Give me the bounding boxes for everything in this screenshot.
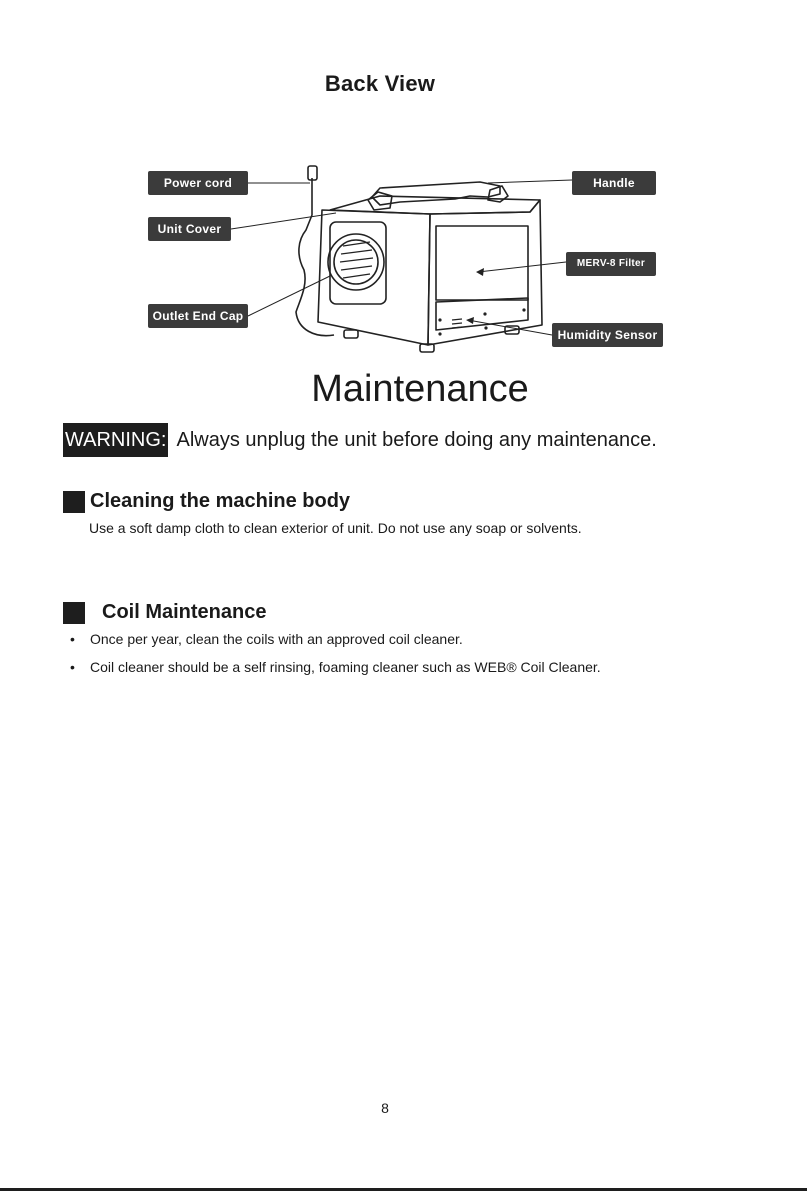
- section-heading-coil: [63, 601, 266, 624]
- square-bullet-icon: [63, 602, 85, 624]
- page-number: 8: [381, 1100, 389, 1116]
- section-heading-cleaning: [63, 490, 350, 513]
- power-plug: [308, 166, 317, 180]
- callout-outlet-end-cap: Outlet End Cap: [148, 304, 248, 328]
- section-heading-text: Coil Maintenance: [102, 601, 267, 623]
- filter-frame: [436, 226, 528, 300]
- section-body-cleaning: Use a soft damp cloth to clean exterior of unit. Do not use any soap or solvents.: [89, 520, 582, 536]
- leader-handle: [488, 180, 572, 183]
- arrowhead-filter: [476, 268, 484, 276]
- foot: [344, 330, 358, 338]
- bullet-dot-icon: •: [70, 631, 75, 647]
- unit-left-panel: [318, 210, 430, 345]
- callout-merv-filter: MERV-8 Filter: [566, 252, 656, 276]
- page-title: Back View: [324, 71, 436, 96]
- outlet-ring-outer: [328, 234, 384, 290]
- list-item-text: Once per year, clean the coils with an approved coil cleaner.: [90, 631, 463, 647]
- list-item: [70, 659, 601, 675]
- callout-unit-cover: Unit Cover: [148, 217, 231, 241]
- list-item-text: Coil cleaner should be a self rinsing, foaming cleaner such as WEB® Coil Cleaner.: [90, 659, 601, 675]
- callout-handle: Handle: [572, 171, 656, 195]
- arrowhead-sensor: [466, 317, 474, 324]
- back-view-diagram: [0, 0, 807, 380]
- warning-tag: WARNING:: [63, 423, 168, 457]
- section-heading-text: Cleaning the machine body: [90, 490, 351, 512]
- leader-merv-filter: [478, 262, 566, 272]
- square-bullet-icon: [63, 491, 85, 513]
- warning-notice: [63, 423, 657, 457]
- handle-left-mount: [368, 192, 392, 210]
- leader-unit-cover: [231, 213, 336, 229]
- callout-power-cord: Power cord: [148, 171, 248, 195]
- warning-text: Always unplug the unit before doing any maintenance.: [176, 428, 657, 451]
- maintenance-title: Maintenance: [311, 368, 529, 410]
- bullet-dot-icon: •: [70, 659, 75, 675]
- callout-humidity-sensor: Humidity Sensor: [552, 323, 663, 347]
- list-item: [70, 631, 463, 647]
